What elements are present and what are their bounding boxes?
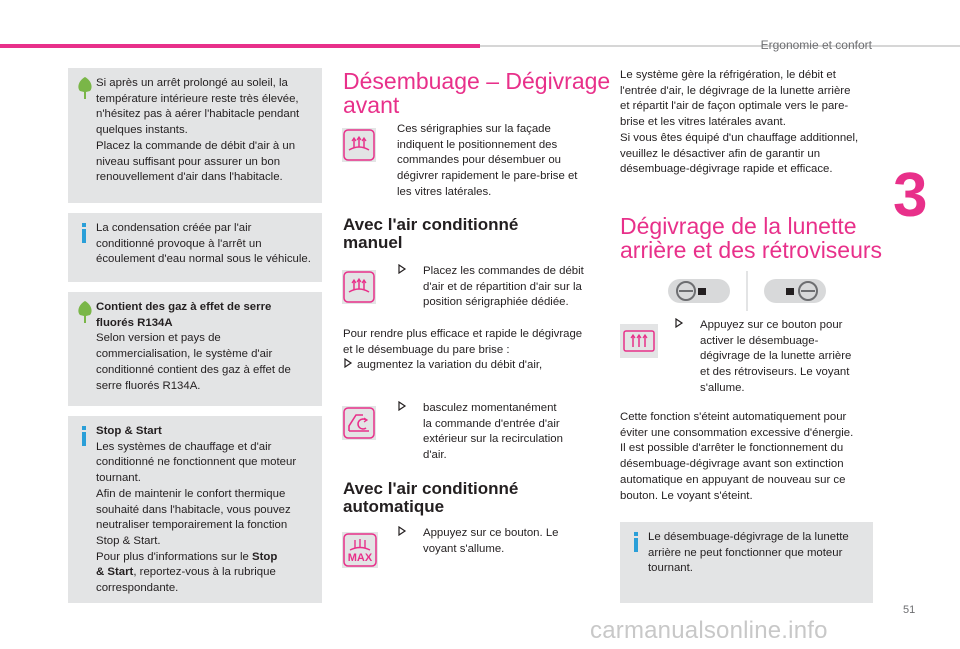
- heading-line: arrière et des rétroviseurs: [620, 237, 883, 263]
- box-line: Placez la commande de débit d'air à un: [96, 139, 296, 152]
- rear-defrost-paragraph: [620, 410, 885, 504]
- text-line: d'air.: [423, 449, 447, 462]
- text-line: Appuyez sur ce bouton. Le: [423, 527, 559, 539]
- box-line: n'hésitez pas à aérer l'habitacle pendant: [96, 108, 300, 121]
- text-line: Il est possible d'arrêter le fonctionnement du: [620, 442, 844, 455]
- text-line: voyant s'allume.: [423, 542, 505, 555]
- box-line: niveau suffisant pour assurer un bon: [96, 155, 281, 168]
- right-intro-paragraph: [620, 68, 885, 178]
- front-defrost-symbol: [342, 128, 376, 162]
- box-line: Selon version et pays de: [96, 332, 221, 345]
- info-box-condensation: [68, 213, 322, 282]
- text-line: désembuage-dégivrage avant son extinction: [620, 458, 844, 471]
- bullet-arrow-icon: [397, 264, 407, 280]
- text-line: désembuage-dégivrage rapide et efficace.: [620, 163, 833, 176]
- recirculation-symbol: [342, 406, 376, 440]
- box-line: [96, 550, 316, 566]
- manual-paragraph: [343, 327, 608, 374]
- text-line: et des rétroviseurs. Le voyant: [700, 366, 850, 379]
- heading-rear-defrost: [620, 214, 882, 262]
- box-line: écoulement d'eau normal sous le véhicule.: [96, 253, 311, 266]
- info-icon: [80, 223, 88, 243]
- box-line: arrière ne peut fonctionner que moteur: [648, 546, 843, 559]
- watermark: carmanualsonline.info: [590, 617, 828, 644]
- box-line: commercialisation, le système d'air: [96, 348, 273, 361]
- bullet-arrow-icon: [674, 318, 684, 334]
- sub-bullet: [343, 358, 608, 374]
- rear-defrost-symbol: [620, 324, 658, 358]
- box-line: Si après un arrêt prolongé au soleil, la: [96, 77, 288, 89]
- recirculation-icon: [342, 406, 376, 440]
- bullet-arrow-icon: [397, 526, 407, 542]
- box-line: Stop & Start.: [96, 534, 161, 547]
- box-line: quelques instants.: [96, 124, 188, 137]
- text-line: Ces sérigraphies sur la façade: [397, 123, 551, 135]
- box-line: conditionné contient des gaz à effet de: [96, 363, 291, 376]
- bullet-auto: [397, 526, 603, 557]
- box-line: La condensation créée par l'air: [96, 222, 252, 234]
- heading-auto-ac: [343, 480, 518, 516]
- box-line: souhaité dans l'habitacle, vous pouvez: [96, 503, 291, 516]
- bullet-manual: [397, 264, 603, 311]
- info-icon: [632, 532, 640, 552]
- eco-leaf-icon: [76, 301, 94, 323]
- box-line: tournant.: [648, 562, 693, 575]
- mirror-heating-icon: [668, 271, 828, 311]
- box-line: tournant.: [96, 472, 141, 485]
- chapter-number: 3: [893, 161, 928, 230]
- text-line: activer le désembuage-: [700, 334, 819, 347]
- box-line: conditionné ne fonctionnent que moteur: [96, 456, 297, 469]
- heading-line: Désembuage – Dégivrage: [343, 68, 611, 94]
- text-line: éviter une consommation excessive d'énergie.: [620, 426, 854, 439]
- tip-box-ventilation: [68, 68, 322, 203]
- header-rule: [480, 45, 960, 47]
- heading-front-defrost: [343, 69, 610, 117]
- heading-line: automatique: [343, 497, 445, 516]
- info-icon: [80, 426, 88, 446]
- info-box-engine-running: [620, 522, 873, 603]
- text-line: Cette fonction s'éteint automatiquement pour: [620, 411, 847, 423]
- text-line: Si vous êtes équipé d'un chauffage additionnel,: [620, 131, 859, 144]
- box-title: Stop & Start: [96, 425, 162, 437]
- bullet-recirculation: [397, 401, 603, 464]
- text-line: et le désembuage du pare brise :: [343, 343, 510, 356]
- heading-line: avant: [343, 92, 400, 118]
- text-line: bouton. Le voyant s'éteint.: [620, 489, 753, 502]
- text-line: extérieur sur la recirculation: [423, 433, 563, 446]
- max-label: MAX: [347, 552, 373, 564]
- text-line: les vitres latérales.: [397, 185, 492, 198]
- text-line: Appuyez sur ce bouton pour: [700, 319, 843, 331]
- box-line: serre fluorés R134A.: [96, 379, 201, 392]
- box-line: correspondante.: [96, 582, 179, 595]
- text-line: s'allume.: [700, 381, 745, 394]
- text-line: position sérigraphiée dédiée.: [423, 296, 569, 309]
- box-line-text: Pour plus d'informations sur le: [96, 550, 253, 563]
- bullet-arrow-icon: [343, 358, 353, 374]
- heading-line: Avec l'air conditionné: [343, 215, 519, 234]
- text-line: dégivrer rapidement le pare-brise et: [397, 170, 578, 183]
- text-line: commandes pour désembuer ou: [397, 154, 561, 167]
- heading-manual-ac: [343, 216, 518, 252]
- front-defrost-symbol: [342, 270, 376, 304]
- text-line: Placez les commandes de débit: [423, 265, 584, 277]
- page-number: 51: [903, 604, 916, 616]
- box-line: température intérieure reste très élevée,: [96, 92, 299, 105]
- box-title: fluorés R134A: [96, 316, 173, 329]
- heading-line: Dégivrage de la lunette: [620, 213, 857, 239]
- box-line: [96, 565, 316, 581]
- front-defrost-icon: [342, 270, 376, 304]
- bullet-rear-defrost: [674, 318, 890, 397]
- box-line: Afin de maintenir le confort thermique: [96, 487, 286, 500]
- box-line: conditionné provoque à l'arrêt un: [96, 237, 262, 250]
- front-defrost-icon: [342, 128, 376, 162]
- header-accent-bar: [0, 44, 480, 48]
- text-line: indiquent le positionnement des: [397, 138, 558, 151]
- cross-reference: & Start: [96, 566, 134, 579]
- text-line: et répartit l'air de façon optimale vers le pare-: [620, 100, 849, 113]
- text-line: Pour rendre plus efficace et rapide le dégivrage: [343, 328, 583, 340]
- text-line: la commande d'entrée d'air: [423, 417, 560, 430]
- heading-line: manuel: [343, 233, 403, 252]
- text-line: l'entrée d'air, le dégivrage de la lunette arrière: [620, 84, 851, 97]
- heading-line: Avec l'air conditionné: [343, 479, 519, 498]
- box-line-text: , reportez-vous à la rubrique: [133, 566, 276, 579]
- box-title: Contient des gaz à effet de serre: [96, 301, 272, 313]
- cross-reference: Stop: [252, 550, 278, 563]
- box-line: Les systèmes de chauffage et d'air: [96, 440, 272, 453]
- box-line: neutraliser temporairement la fonction: [96, 519, 288, 532]
- text-line: automatique en appuyant de nouveau sur ce: [620, 473, 846, 486]
- section-title: Ergonomie et confort: [760, 38, 872, 52]
- max-defrost-symbol: [342, 532, 378, 568]
- box-line: renouvellement d'air dans l'habitacle.: [96, 171, 283, 184]
- text-line: veuillez le désactiver afin de garantir un: [620, 147, 821, 160]
- text-line: basculez momentanément: [423, 402, 557, 414]
- text-line: Le système gère la réfrigération, le débit et: [620, 69, 836, 81]
- intro-paragraph: [397, 122, 597, 201]
- bullet-arrow-icon: [397, 401, 407, 417]
- box-line: Le désembuage-dégivrage de la lunette: [648, 531, 849, 543]
- text-line: d'air et de répartition d'air sur la: [423, 280, 582, 293]
- rear-defrost-icon: [620, 324, 658, 358]
- text-line: augmentez la variation du débit d'air,: [357, 359, 543, 372]
- eco-box-refrigerant: [68, 292, 322, 406]
- eco-leaf-icon: [76, 77, 94, 99]
- info-box-stop-start: [68, 416, 322, 603]
- text-line: brise et les vitres latérales avant.: [620, 116, 786, 129]
- text-line: dégivrage de la lunette arrière: [700, 350, 852, 363]
